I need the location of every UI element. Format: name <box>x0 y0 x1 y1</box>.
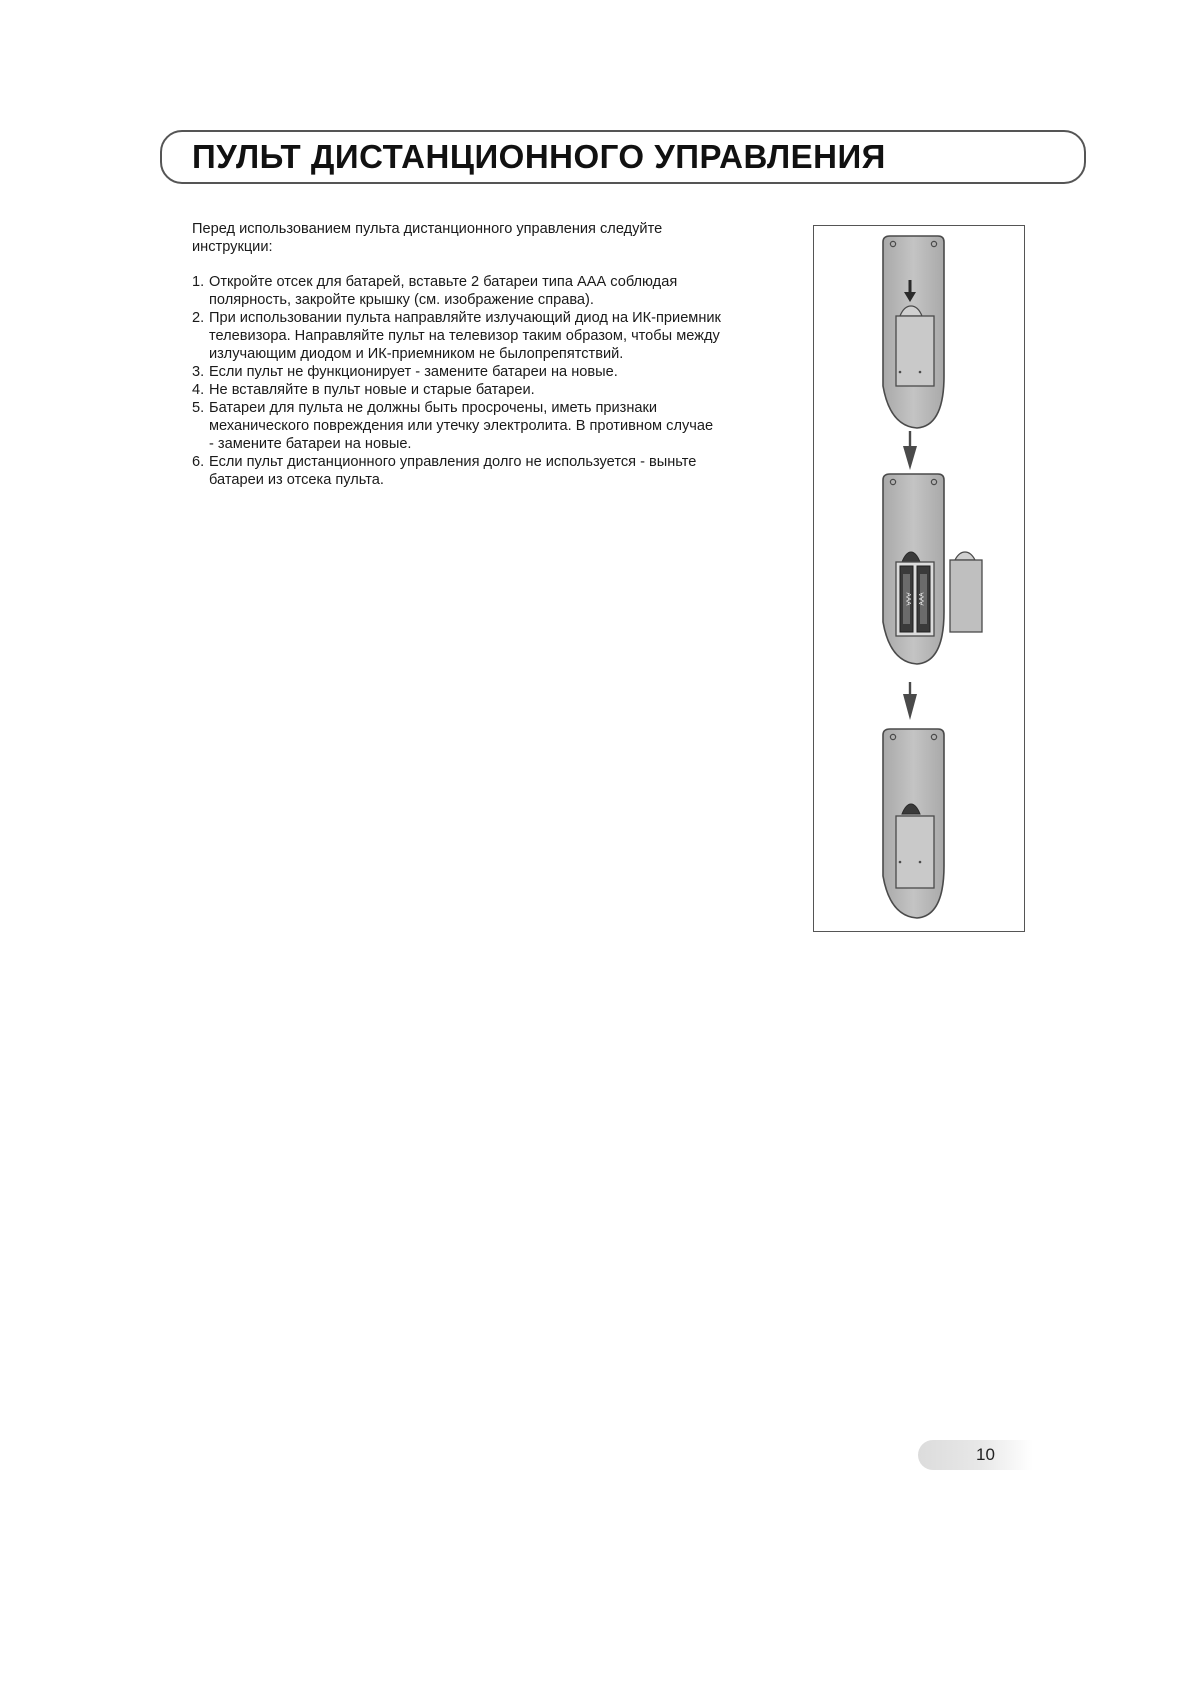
battery-cover <box>950 552 982 632</box>
list-item-number: 3. <box>192 364 205 380</box>
instruction-list <box>192 273 792 489</box>
battery-aaa <box>900 566 913 632</box>
list-item <box>192 273 792 309</box>
down-arrow-icon <box>903 682 917 720</box>
list-item <box>192 399 792 453</box>
list-item <box>192 309 792 363</box>
list-item-line: При использовании пульта направляйте излучающий диод на ИК-приемник <box>209 310 721 326</box>
list-item-line: полярность, закройте крышку (см. изображение справа). <box>209 292 594 308</box>
remote-step-open-cover <box>883 236 944 428</box>
list-item-number: 4. <box>192 382 205 398</box>
list-item-line: механического повреждения или утечку электролита. В противном случае <box>209 418 714 434</box>
down-arrow-icon <box>903 431 917 470</box>
intro-line: Перед использованием пульта дистанционного управления следуйте <box>192 221 663 237</box>
list-item-number: 1. <box>192 274 205 290</box>
battery-installation-illustration <box>814 226 1026 933</box>
page-title-box <box>160 130 1086 184</box>
list-item-line: Батареи для пульта не должны быть просрочены, иметь признаки <box>209 400 658 416</box>
page-number-badge <box>918 1440 1033 1470</box>
list-item <box>192 381 792 399</box>
list-item-line: телевизора. Направляйте пульт на телевизор таким образом, чтобы между <box>209 328 720 344</box>
instructions-block <box>192 220 792 489</box>
remote-step-insert-batteries <box>883 474 982 664</box>
list-item-number: 2. <box>192 310 205 326</box>
remote-step-close-cover <box>883 729 944 918</box>
list-item-line: Не вставляйте в пульт новые и старые батареи. <box>209 382 535 398</box>
page-title: ПУЛЬТ ДИСТАНЦИОННОГО УПРАВЛЕНИЯ <box>192 138 886 175</box>
battery-aaa <box>917 566 930 632</box>
list-item-line: излучающим диодом и ИК-приемником не былопрепятствий. <box>209 346 624 362</box>
page-number: 10 <box>976 1445 995 1464</box>
battery-label: AAA <box>904 592 912 606</box>
list-item-line: батареи из отсека пульта. <box>209 472 384 488</box>
list-item-line: Если пульт дистанционного управления долго не используется - выньте <box>209 454 697 470</box>
battery-installation-figure <box>813 225 1025 932</box>
list-item <box>192 453 792 489</box>
intro-paragraph <box>192 220 792 256</box>
list-item-line: Откройте отсек для батарей, вставьте 2 батареи типа ААА соблюдая <box>209 274 678 290</box>
intro-line: инструкции: <box>192 239 273 255</box>
list-item-number: 6. <box>192 454 205 470</box>
list-item-line: - замените батареи на новые. <box>209 436 412 452</box>
list-item <box>192 363 792 381</box>
list-item-number: 5. <box>192 400 205 416</box>
battery-label: AAA <box>918 592 926 606</box>
list-item-line: Если пульт не функционирует - замените батареи на новые. <box>209 364 618 380</box>
